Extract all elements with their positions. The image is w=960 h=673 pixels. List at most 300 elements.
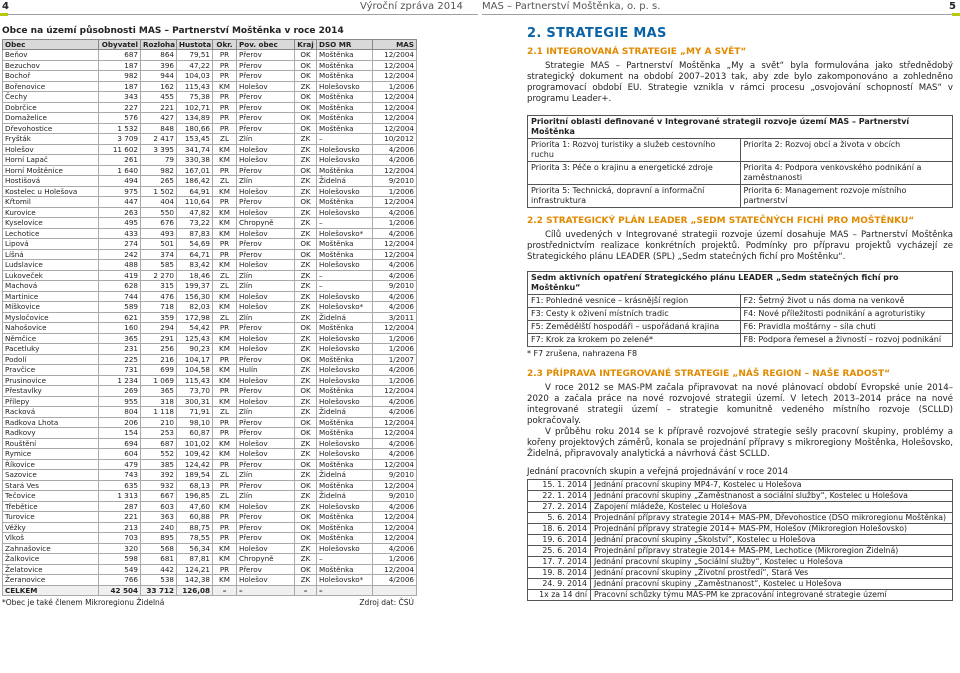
table-row xyxy=(3,375,417,386)
table-cell: Holešovsko xyxy=(317,186,373,197)
header-accent xyxy=(952,13,960,16)
table-cell: Holešov xyxy=(237,207,295,218)
table-cell: Přerov xyxy=(237,249,295,260)
table-cell: Holešovsko xyxy=(317,375,373,386)
subsection-2-3-text-2: V průběhu roku 2014 se k přípravě rozvojové strategie sešly pracovní skupiny, problémy a kořeny projektových záměrů, konala se projednání přípravy s mikroregiony Moštěnka, Holešovsko, Židelná, připravovaly analytická a návrhová část SCLLD. xyxy=(527,427,953,459)
table-row xyxy=(3,333,417,344)
meeting-description: Jednání pracovní skupiny „Životní prostředí“, Stará Ves xyxy=(591,568,953,579)
table-row xyxy=(3,260,417,271)
table-cell: Hostišová xyxy=(3,176,99,187)
table-cell: 11 602 xyxy=(99,144,141,155)
table-cell: 56,34 xyxy=(177,543,213,554)
table-cell: Holešovsko xyxy=(317,449,373,460)
table-cell: Martinice xyxy=(3,291,99,302)
table-cell: 676 xyxy=(141,218,177,229)
table-cell: Holešovsko xyxy=(317,260,373,271)
table-cell: 153,45 xyxy=(177,134,213,145)
table-cell: 404 xyxy=(141,197,177,208)
table-cell: 621 xyxy=(99,312,141,323)
table-cell: 12/2004 xyxy=(373,92,417,103)
table-row xyxy=(3,407,417,418)
table-cell: 4/2006 xyxy=(373,228,417,239)
table-cell: 73,70 xyxy=(177,386,213,397)
table-cell: 12/2004 xyxy=(373,323,417,334)
table-cell: Holešov xyxy=(237,144,295,155)
table-cell: – xyxy=(317,134,373,145)
table-cell: ZK xyxy=(295,344,317,355)
table-cell: Moštěnka xyxy=(317,60,373,71)
table-cell: KM xyxy=(213,155,237,166)
table-cell: OK xyxy=(295,323,317,334)
table-cell: 104,03 xyxy=(177,71,213,82)
table-cell: 2 417 xyxy=(141,134,177,145)
table-cell: Přerov xyxy=(237,533,295,544)
subsection-2-1-title: 2.1 INTEGROVANÁ STRATEGIE „MY A SVĚT“ xyxy=(527,47,747,57)
meeting-date: 22. 1. 2014 xyxy=(528,491,591,502)
subsection-2-3-text-1: V roce 2012 se MAS-PM začala připravovat na nové plánovací období Evropské unie 2014–2020 a začala práce na nové rozvojové strategii území. V letech 2013–2014 práce na nové integrované strategii území – strategie komunitně vedeného místního rozvoje (SCLLD) pokračovaly. xyxy=(527,383,953,426)
table-cell: 4/2006 xyxy=(373,407,417,418)
fiche-row-cell: F8: Podpora řemesel a živností – rozvoj podnikání xyxy=(740,334,953,347)
table-cell: Tečovice xyxy=(3,491,99,502)
table-cell: Moštěnka xyxy=(317,564,373,575)
table-cell: 681 xyxy=(141,554,177,565)
table-cell: Třebětice xyxy=(3,501,99,512)
table-cell: 265 xyxy=(141,176,177,187)
table-cell: 419 xyxy=(99,270,141,281)
table-cell: ZK xyxy=(295,396,317,407)
table-cell: ZK xyxy=(295,375,317,386)
table-cell: 199,37 xyxy=(177,281,213,292)
fiche-row-cell: F6: Pravidla moštárny – síla chuti xyxy=(740,321,953,334)
table-cell: ZL xyxy=(213,270,237,281)
table-cell: ZK xyxy=(295,491,317,502)
table-row xyxy=(3,186,417,197)
table-cell: – xyxy=(295,585,317,596)
fiche-row-cell: F7: Krok za krokem po zelené* xyxy=(528,334,741,347)
table-cell: 12/2004 xyxy=(373,564,417,575)
data-source: Zdroj dat: ČSÚ xyxy=(359,598,414,607)
table-cell: 142,38 xyxy=(177,575,213,586)
table-cell: Přerov xyxy=(237,417,295,428)
table-cell: OK xyxy=(295,354,317,365)
fiche-table xyxy=(527,271,953,347)
meeting-description: Jednání pracovní skupiny „Zaměstnanost“, Kostelec u Holešova xyxy=(591,579,953,590)
table-cell: Holešovsko xyxy=(317,155,373,166)
table-row xyxy=(3,281,417,292)
table-cell: Beňov xyxy=(3,50,99,61)
table-cell: Přerov xyxy=(237,459,295,470)
table-cell: 895 xyxy=(141,533,177,544)
table-cell: Holešov xyxy=(237,438,295,449)
table-cell: Moštěnka xyxy=(317,165,373,176)
table-cell: Machová xyxy=(3,281,99,292)
table-cell: Moštěnka xyxy=(317,480,373,491)
table-cell: Rymice xyxy=(3,449,99,460)
table-cell: OK xyxy=(295,564,317,575)
table-cell: 54,69 xyxy=(177,239,213,250)
table-cell: Moštěnka xyxy=(317,239,373,250)
table-cell: 231 xyxy=(99,344,141,355)
table-cell: Domaželice xyxy=(3,113,99,124)
table-cell: Hulín xyxy=(237,365,295,376)
table-cell: 1 069 xyxy=(141,375,177,386)
municipalities-title: Obce na území působnosti MAS – Partnerství Moštěnka v roce 2014 xyxy=(2,26,344,36)
table-cell: 585 xyxy=(141,260,177,271)
table-cell: Moštěnka xyxy=(317,113,373,124)
table-row xyxy=(3,564,417,575)
right-page xyxy=(527,26,953,601)
fiche-row xyxy=(528,308,953,321)
table-cell: Přerov xyxy=(237,512,295,523)
table-cell: PR xyxy=(213,165,237,176)
table-cell: OK xyxy=(295,386,317,397)
column-header: Okr. xyxy=(213,40,237,50)
table-row xyxy=(3,470,417,481)
table-cell: Zlín xyxy=(237,270,295,281)
table-cell: PR xyxy=(213,123,237,134)
table-cell: 73,22 xyxy=(177,218,213,229)
table-row xyxy=(3,102,417,113)
meeting-row xyxy=(528,491,953,502)
table-cell: OK xyxy=(295,197,317,208)
table-cell: PR xyxy=(213,71,237,82)
table-cell: Přerov xyxy=(237,354,295,365)
table-cell: Kyselovice xyxy=(3,218,99,229)
table-cell: Přerov xyxy=(237,123,295,134)
table-row xyxy=(3,165,417,176)
column-header: Obyvatel xyxy=(99,40,141,50)
table-cell: KM xyxy=(213,344,237,355)
table-cell: 447 xyxy=(99,197,141,208)
meeting-description: Jednání pracovní skupiny „Zaměstnanost a sociální služby“, Kostelec u Holešova xyxy=(591,491,953,502)
priority-row-cell: Priorita 4: Podpora venkovského podnikání a zaměstnanosti xyxy=(740,162,953,185)
meeting-date: 25. 6. 2014 xyxy=(528,546,591,557)
table-cell: Žeranovice xyxy=(3,575,99,586)
table-cell: 982 xyxy=(99,71,141,82)
table-cell: Holešov xyxy=(237,396,295,407)
table-cell: Racková xyxy=(3,407,99,418)
table-cell: Věžky xyxy=(3,522,99,533)
meeting-row xyxy=(528,524,953,535)
table-cell: 667 xyxy=(141,491,177,502)
table-row xyxy=(3,575,417,586)
table-cell: ZK xyxy=(295,207,317,218)
table-cell: Kurovice xyxy=(3,207,99,218)
table-cell: Přerov xyxy=(237,71,295,82)
table-cell: 87,81 xyxy=(177,554,213,565)
table-cell: 256 xyxy=(141,344,177,355)
priority-row-cell: Priorita 6: Management rozvoje místního partnerství xyxy=(740,185,953,208)
table-cell: 196,85 xyxy=(177,491,213,502)
table-cell: Zlín xyxy=(237,176,295,187)
priority-table xyxy=(527,115,953,208)
table-cell: Fryšták xyxy=(3,134,99,145)
table-cell: Chropyně xyxy=(237,218,295,229)
table-cell: 291 xyxy=(141,333,177,344)
table-cell: Holešovsko xyxy=(317,438,373,449)
table-cell: Přerov xyxy=(237,60,295,71)
table-cell: 98,10 xyxy=(177,417,213,428)
table-cell: Moštěnka xyxy=(317,50,373,61)
table-cell: Turovice xyxy=(3,512,99,523)
table-cell: 488 xyxy=(99,260,141,271)
table-cell: Žalkovice xyxy=(3,554,99,565)
meeting-date: 5. 6. 2014 xyxy=(528,513,591,524)
table-cell: Přílepy xyxy=(3,396,99,407)
table-cell: KM xyxy=(213,207,237,218)
table-cell: PR xyxy=(213,92,237,103)
table-cell: PR xyxy=(213,323,237,334)
table-cell: – xyxy=(213,585,237,596)
meeting-row xyxy=(528,590,953,601)
table-row xyxy=(3,228,417,239)
table-cell: Moštěnka xyxy=(317,123,373,134)
table-cell: Dřevohostice xyxy=(3,123,99,134)
table-cell: 3 395 xyxy=(141,144,177,155)
column-header: Obec xyxy=(3,40,99,50)
table-cell: Přerov xyxy=(237,480,295,491)
table-cell: 4/2006 xyxy=(373,438,417,449)
table-cell: ZK xyxy=(295,291,317,302)
table-cell: 261 xyxy=(99,155,141,166)
priority-row-cell: Priorita 3: Péče o krajinu a energetické zdroje xyxy=(528,162,741,185)
table-cell: OK xyxy=(295,522,317,533)
table-cell: Židelná xyxy=(317,312,373,323)
right-running-title: MAS – Partnerství Moštěnka, o. p. s. xyxy=(482,1,661,12)
table-cell: 12/2004 xyxy=(373,533,417,544)
table-cell: PR xyxy=(213,428,237,439)
table-cell: ZK xyxy=(295,302,317,313)
table-cell: 1/2006 xyxy=(373,344,417,355)
table-cell: – xyxy=(317,281,373,292)
table-cell: Holešovsko xyxy=(317,144,373,155)
fiche-row-cell: F5: Zemědělští hospodáři – uspořádaná krajina xyxy=(528,321,741,334)
table-cell: 4/2006 xyxy=(373,260,417,271)
priority-table-header: Prioritní oblasti definované v Integrované strategii rozvoje území MAS – Partnerství Moštěnka xyxy=(528,116,953,139)
table-row xyxy=(3,239,417,250)
table-cell: 731 xyxy=(99,365,141,376)
meeting-description: Jednání pracovní skupiny „Školství“, Kostelec u Holešova xyxy=(591,535,953,546)
table-cell: 396 xyxy=(141,60,177,71)
table-cell: 455 xyxy=(141,92,177,103)
table-row xyxy=(3,480,417,491)
column-header: Hustota xyxy=(177,40,213,50)
table-cell: 589 xyxy=(99,302,141,313)
table-cell: Podolí xyxy=(3,354,99,365)
table-cell: OK xyxy=(295,71,317,82)
table-cell: 694 xyxy=(99,438,141,449)
table-cell: 12/2004 xyxy=(373,50,417,61)
table-cell: ZL xyxy=(213,134,237,145)
table-cell: PR xyxy=(213,480,237,491)
priority-row xyxy=(528,185,953,208)
table-row xyxy=(3,312,417,323)
table-cell: 343 xyxy=(99,92,141,103)
column-header: Rozloha xyxy=(141,40,177,50)
table-cell: ZL xyxy=(213,176,237,187)
column-header: MAS xyxy=(373,40,417,50)
table-cell: 12/2004 xyxy=(373,113,417,124)
table-row xyxy=(3,522,417,533)
table-row xyxy=(3,197,417,208)
table-cell: 124,21 xyxy=(177,564,213,575)
table-cell: ZK xyxy=(295,438,317,449)
table-cell: OK xyxy=(295,165,317,176)
table-cell: 115,43 xyxy=(177,375,213,386)
table-cell: – xyxy=(317,585,373,596)
table-cell: Přerov xyxy=(237,50,295,61)
table-cell: 363 xyxy=(141,512,177,523)
table-cell: OK xyxy=(295,92,317,103)
table-cell: 4/2006 xyxy=(373,575,417,586)
table-cell: PR xyxy=(213,533,237,544)
table-cell: 4/2006 xyxy=(373,207,417,218)
meeting-date: 15. 1. 2014 xyxy=(528,480,591,491)
table-cell: 315 xyxy=(141,281,177,292)
table-cell: Holešovsko* xyxy=(317,302,373,313)
table-cell: KM xyxy=(213,291,237,302)
table-cell: Chropyně xyxy=(237,554,295,565)
table-cell: 359 xyxy=(141,312,177,323)
table-cell: Rouštění xyxy=(3,438,99,449)
table-row xyxy=(3,218,417,229)
table-cell: 125,43 xyxy=(177,333,213,344)
table-row xyxy=(3,533,417,544)
groups-table xyxy=(527,479,953,601)
left-page-header xyxy=(0,0,478,14)
meeting-row xyxy=(528,502,953,513)
table-cell: 687 xyxy=(141,438,177,449)
table-cell: 550 xyxy=(141,207,177,218)
table-cell: 476 xyxy=(141,291,177,302)
fiche-row-cell: F3: Cesty k oživení místních tradic xyxy=(528,308,741,321)
table-row xyxy=(3,291,417,302)
table-cell: 12/2004 xyxy=(373,459,417,470)
table-cell: Holešov xyxy=(237,291,295,302)
table-cell: Zlín xyxy=(237,470,295,481)
table-cell: 12/2004 xyxy=(373,480,417,491)
table-cell: 83,42 xyxy=(177,260,213,271)
table-cell: Mysločovice xyxy=(3,312,99,323)
header-accent xyxy=(0,13,8,16)
priority-row-cell: Priorita 1: Rozvoj turistiky a služeb cestovního ruchu xyxy=(528,139,741,162)
table-cell: Vlkoš xyxy=(3,533,99,544)
table-cell: Holešovsko xyxy=(317,365,373,376)
table-cell: 4/2006 xyxy=(373,543,417,554)
table-cell: 240 xyxy=(141,522,177,533)
table-cell: KM xyxy=(213,575,237,586)
table-cell: Moštěnka xyxy=(317,71,373,82)
table-cell: Křtomil xyxy=(3,197,99,208)
table-cell: 242 xyxy=(99,249,141,260)
table-cell: 79 xyxy=(141,155,177,166)
table-cell: ZL xyxy=(213,470,237,481)
table-cell: OK xyxy=(295,50,317,61)
table-cell: ZK xyxy=(295,312,317,323)
table-cell: 162 xyxy=(141,81,177,92)
table-cell: 213 xyxy=(99,522,141,533)
table-cell: 744 xyxy=(99,291,141,302)
table-cell: 687 xyxy=(99,50,141,61)
table-cell: Zahnašovice xyxy=(3,543,99,554)
table-cell: 944 xyxy=(141,71,177,82)
table-cell: 9/2010 xyxy=(373,176,417,187)
subsection-2-1-text: Strategie MAS – Partnerství Moštěnka „My a svět“ byla formulována jako střednědobý strategický dokument na období 2007–2013 tak, aby zde bylo zakomponováno a zohledněno programovací období EU. Strategie vznikla v rámci procesu „osvojování schopností MAS“ v programu Leader+. xyxy=(527,61,953,104)
table-cell: Holešov xyxy=(237,186,295,197)
table-cell: 42 504 xyxy=(99,585,141,596)
table-row xyxy=(3,365,417,376)
table-cell: Holešov xyxy=(237,302,295,313)
table-cell: 64,71 xyxy=(177,249,213,260)
table-cell: 365 xyxy=(99,333,141,344)
table-cell: 442 xyxy=(141,564,177,575)
table-cell: KM xyxy=(213,260,237,271)
table-cell: 12/2004 xyxy=(373,123,417,134)
table-cell: Židelná xyxy=(317,407,373,418)
table-cell: 104,58 xyxy=(177,365,213,376)
table-cell: ZK xyxy=(295,407,317,418)
table-cell: 269 xyxy=(99,386,141,397)
table-cell: KM xyxy=(213,218,237,229)
table-cell: 494 xyxy=(99,176,141,187)
table-cell: Holešov xyxy=(237,81,295,92)
table-row xyxy=(3,396,417,407)
table-cell: Moštěnka xyxy=(317,533,373,544)
table-cell: 864 xyxy=(141,50,177,61)
table-cell: Ludslavice xyxy=(3,260,99,271)
meeting-date: 17. 7. 2014 xyxy=(528,557,591,568)
table-row xyxy=(3,207,417,218)
table-cell: 154 xyxy=(99,428,141,439)
table-cell: Holešov xyxy=(237,543,295,554)
table-cell: 4/2006 xyxy=(373,155,417,166)
table-cell: Holešov xyxy=(237,155,295,166)
table-cell: 635 xyxy=(99,480,141,491)
table-cell: KM xyxy=(213,81,237,92)
table-cell: 206 xyxy=(99,417,141,428)
table-row xyxy=(3,134,417,145)
table-row xyxy=(3,176,417,187)
table-cell: 1/2006 xyxy=(373,81,417,92)
table-cell: 320 xyxy=(99,543,141,554)
priority-row-cell: Priorita 5: Technická, dopravní a informační infrastruktura xyxy=(528,185,741,208)
table-cell: Přerov xyxy=(237,564,295,575)
table-cell: 12/2004 xyxy=(373,102,417,113)
table-cell: 718 xyxy=(141,302,177,313)
table-cell: 955 xyxy=(99,396,141,407)
table-cell: Zlín xyxy=(237,134,295,145)
table-cell: Moštěnka xyxy=(317,512,373,523)
table-cell: ZK xyxy=(295,449,317,460)
table-cell: Holešov xyxy=(237,344,295,355)
table-cell: 2 270 xyxy=(141,270,177,281)
table-cell: ZL xyxy=(213,312,237,323)
table-cell: OK xyxy=(295,249,317,260)
table-cell: OK xyxy=(295,239,317,250)
table-cell: Radkova Lhota xyxy=(3,417,99,428)
table-cell: 126,08 xyxy=(177,585,213,596)
table-cell: KM xyxy=(213,501,237,512)
table-row xyxy=(3,512,417,523)
fiche-row-cell: F2: Šetrný život u nás doma na venkově xyxy=(740,295,953,308)
table-cell: 330,38 xyxy=(177,155,213,166)
right-page-header xyxy=(482,0,960,14)
table-cell: Horní Moštěnice xyxy=(3,165,99,176)
table-cell: Holešovsko xyxy=(317,81,373,92)
table-cell: 433 xyxy=(99,228,141,239)
table-row xyxy=(3,428,417,439)
table-cell: Moštěnka xyxy=(317,428,373,439)
